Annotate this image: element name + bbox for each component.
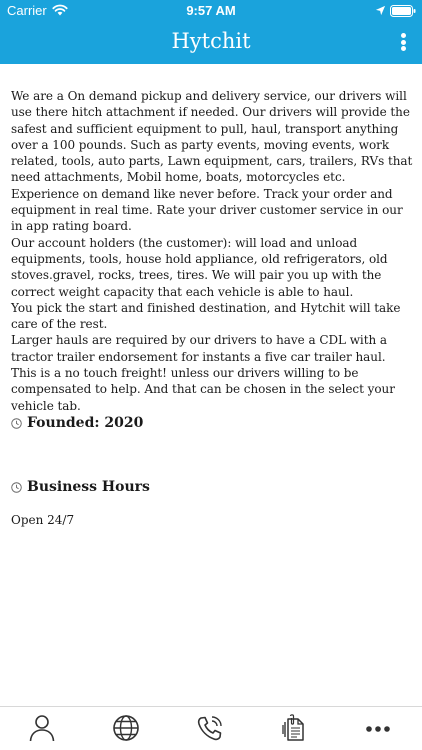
founded-label: Founded: 2020 — [27, 415, 144, 431]
description-paragraph: This is a no touch freight! unless our drivers willing to be compensated to help. And that can be chosen in the select your vehicle tab. — [11, 366, 395, 413]
page-title: Hytchit — [171, 29, 251, 53]
business-description — [11, 88, 413, 414]
business-hours-section — [11, 479, 150, 495]
description-paragraph: We are a On demand pickup and delivery service, our drivers will use there hitch attachment if needed. Our drivers will provide the safest and sufficient equipment to pull, haul, transport anything over a 100 pounds. Such as party events, moving events, work related, tools, auto parts, Lawn equipment, cars, trailers, RVs that need attachments, Mobil home, boats, motorcycles etc. — [11, 89, 413, 185]
tab-website[interactable] — [111, 713, 141, 743]
business-hours-value: Open 24/7 — [11, 513, 75, 527]
business-hours-heading: Business Hours — [27, 479, 150, 495]
description-paragraph: Larger hauls are required by our drivers to have a CDL with a tractor trailer endorsement for instants a five car trailer haul. — [11, 333, 388, 364]
clock-icon — [11, 482, 22, 493]
tab-bar — [0, 706, 422, 750]
phone-call-icon — [195, 713, 225, 743]
founded-section — [11, 415, 143, 431]
documents-icon — [279, 713, 309, 743]
tab-documents[interactable] — [279, 713, 309, 743]
battery-icon — [390, 5, 416, 17]
user-icon — [27, 713, 57, 743]
tab-call[interactable] — [195, 713, 225, 743]
status-time: 9:57 AM — [186, 3, 236, 18]
clock-icon — [11, 418, 22, 429]
more-vertical-icon[interactable] — [395, 31, 411, 53]
description-paragraph: Experience on demand like never before. Track your order and equipment in real time. Rate your driver customer service in our in app rating board. — [11, 186, 403, 234]
tab-profile[interactable] — [27, 713, 57, 743]
more-horizontal-icon — [363, 713, 393, 743]
tab-more[interactable] — [363, 713, 393, 743]
description-paragraph: You pick the start and finished destination, and Hytchit will take care of the rest. — [11, 300, 401, 332]
carrier-label: Carrier — [7, 3, 47, 18]
app-header — [0, 22, 422, 64]
status-bar — [0, 0, 422, 22]
globe-icon — [111, 713, 141, 743]
description-paragraph: Our account holders (the customer): will load and unload equipments, tools, house hold appliance, old refrigerators, old stoves.gravel, rocks, trees, tires. We will pair you up with the correct weight capacity that each vehicle is able to haul. — [11, 235, 388, 299]
location-arrow-icon — [375, 5, 386, 16]
